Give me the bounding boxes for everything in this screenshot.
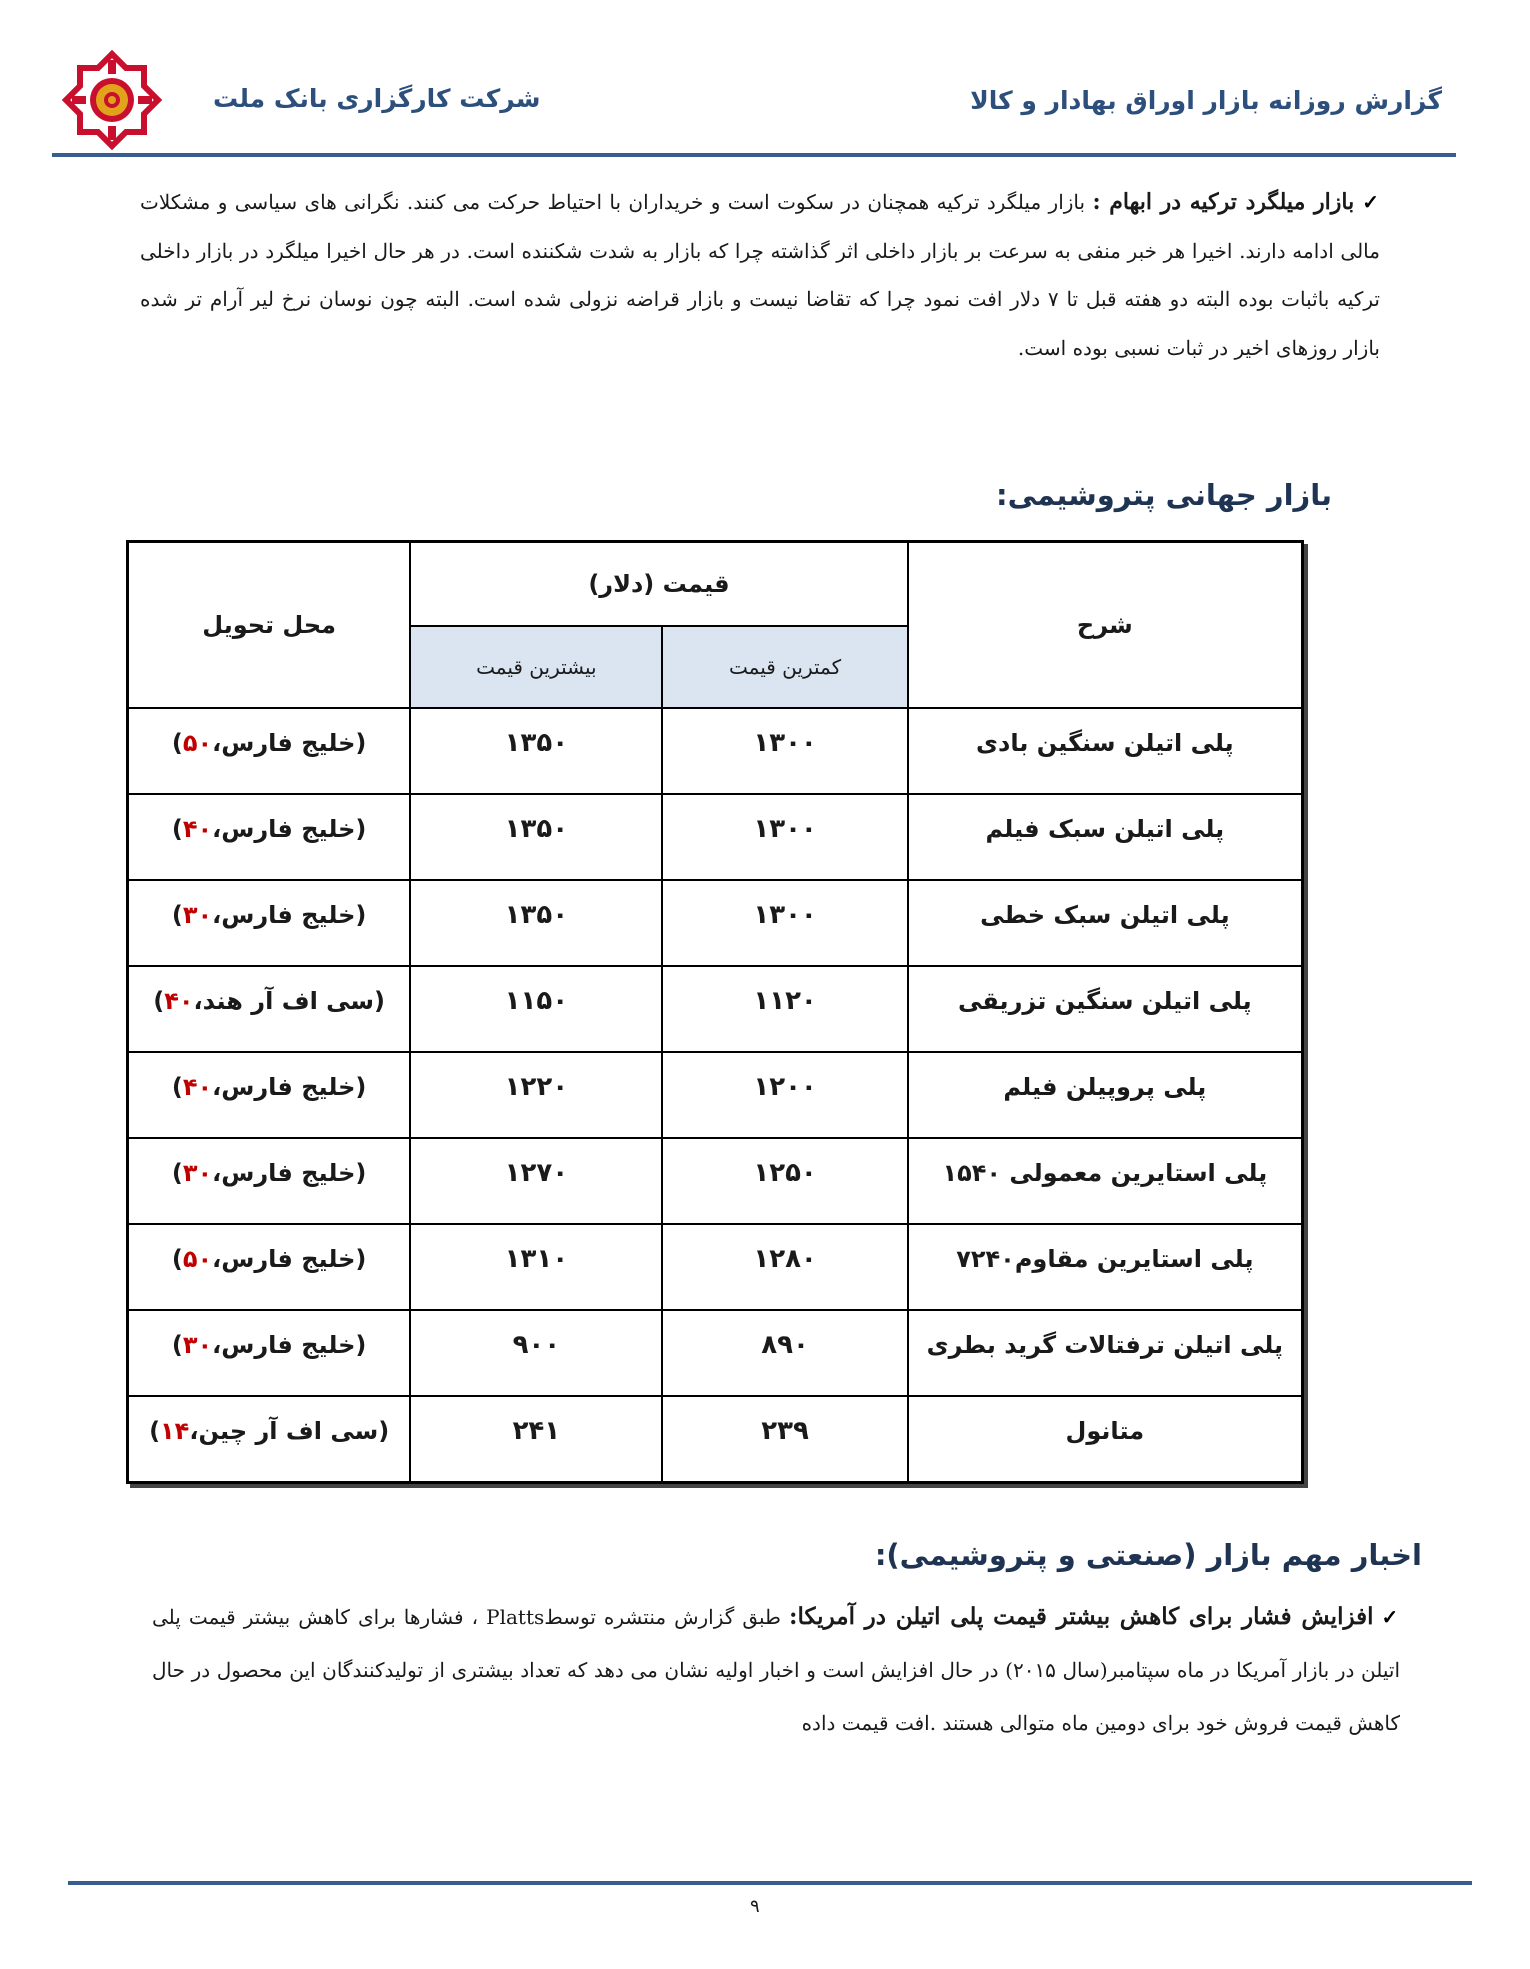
min-price: ۱۳۰۰	[662, 794, 907, 880]
product-name: پلی پروپیلن فیلم	[908, 1052, 1303, 1138]
footer-divider	[68, 1881, 1472, 1885]
table-row	[128, 880, 1303, 966]
petrochemical-price-table	[126, 540, 1304, 1484]
location-text: (سی اف آر هند،	[193, 987, 385, 1015]
table-row	[128, 1138, 1303, 1224]
delivery-location	[128, 1052, 411, 1138]
delivery-location	[128, 1138, 411, 1224]
product-name: پلی اتیلن سنگین تزریقی	[908, 966, 1303, 1052]
turkey-rebar-paragraph	[140, 178, 1380, 372]
delivery-location	[128, 1224, 411, 1310]
delivery-location	[128, 1396, 411, 1482]
max-price: ۹۰۰	[410, 1310, 662, 1396]
location-number: ۱۴	[160, 1416, 190, 1445]
location-text: (خلیج فارس،	[212, 1159, 367, 1187]
table-row	[128, 794, 1303, 880]
min-price: ۱۱۲۰	[662, 966, 907, 1052]
product-name: متانول	[908, 1396, 1303, 1482]
delivery-location	[128, 966, 411, 1052]
min-price: ۱۳۰۰	[662, 880, 907, 966]
location-text: (خلیج فارس،	[212, 729, 367, 757]
location-text: (خلیج فارس،	[212, 1331, 367, 1359]
table-row	[128, 1310, 1303, 1396]
location-number: ۵۰	[182, 729, 213, 757]
max-price: ۱۳۵۰	[410, 880, 662, 966]
max-price: ۱۳۵۰	[410, 794, 662, 880]
table-row	[128, 1396, 1303, 1482]
paragraph-lead: افزایش فشار برای کاهش بیشتر قیمت پلی اتیلن در آمریکا:	[788, 1603, 1374, 1630]
table-row	[128, 966, 1303, 1052]
location-number: ۴۰	[164, 987, 194, 1015]
location-close: )	[171, 815, 183, 843]
paragraph-body: بازار میلگرد ترکیه همچنان در سکوت است و خریداران با احتیاط حرکت می کنند. نگرانی های سیاسی و مشکلات مالی ادامه دارند. اخیرا هر خبر منفی به سرعت بر بازار داخلی اثر گذاشته چرا که بازار به شدت شکننده است. در هر حال اخیرا میلگرد در بازار داخلی ترکیه باثبات بوده البته دو هفته قبل تا ۷ دلار افت نمود چرا که تقاضا نیست و بازار قراضه نزولی شده است. البته چون نوسان نرخ لیر آرام تر شده بازار روزهای اخیر در ثبات نسبی بوده است.	[140, 190, 1380, 360]
location-number: ۴۰	[182, 815, 213, 843]
min-price: ۱۲۸۰	[662, 1224, 907, 1310]
location-close: )	[171, 901, 183, 929]
min-price: ۲۳۹	[662, 1396, 907, 1482]
delivery-location	[128, 708, 411, 794]
location-close: )	[171, 1073, 183, 1101]
location-text: (سی اف آر چین،	[189, 1416, 390, 1445]
location-text: (خلیج فارس،	[212, 901, 367, 929]
location-number: ۳۰	[182, 1331, 213, 1359]
max-price: ۱۳۱۰	[410, 1224, 662, 1310]
paragraph-lead: بازار میلگرد ترکیه در ابهام :	[1092, 189, 1355, 215]
location-close: )	[171, 1331, 183, 1359]
product-name: پلی استایرین مقاوم۷۲۴۰	[908, 1224, 1303, 1310]
product-name: پلی اتیلن سبک فیلم	[908, 794, 1303, 880]
table-row	[128, 1052, 1303, 1138]
section-heading-petrochemical: بازار جهانی پتروشیمی:	[996, 478, 1332, 512]
paragraph-body: طبق گزارش منتشره توسطPlatts ، فشارها برای کاهش بیشتر قیمت پلی اتیلن در بازار آمریکا در ماه سپتامبر(سال ۲۰۱۵) در حال افزایش است و اخبار اولیه نشان می دهد که تعداد بیشتری از تولیدکنندگان این محصول در حال کاهش قیمت فروش خود برای دومین ماه متوالی هستند .افت قیمت داده	[152, 1605, 1400, 1735]
table-row	[128, 708, 1303, 794]
min-price: ۱۲۰۰	[662, 1052, 907, 1138]
section-heading-news: اخبار مهم بازار (صنعتی و پتروشیمی):	[874, 1538, 1422, 1572]
location-close: )	[153, 987, 165, 1015]
header-price: قیمت (دلار)	[410, 542, 907, 627]
header-location: محل تحویل	[128, 542, 411, 709]
min-price: ۸۹۰	[662, 1310, 907, 1396]
location-number: ۵۰	[182, 1245, 213, 1273]
bank-mellat-logo-icon	[62, 50, 162, 150]
location-close: )	[171, 729, 183, 757]
location-text: (خلیج فارس،	[212, 815, 367, 843]
header-divider	[52, 153, 1456, 157]
max-price: ۱۱۵۰	[410, 966, 662, 1052]
product-name: پلی اتیلن سبک خطی	[908, 880, 1303, 966]
max-price: ۱۲۲۰	[410, 1052, 662, 1138]
max-price: ۲۴۱	[410, 1396, 662, 1482]
min-price: ۱۳۰۰	[662, 708, 907, 794]
table-row	[128, 1224, 1303, 1310]
us-polyethylene-paragraph	[152, 1590, 1400, 1750]
location-text: (خلیج فارس،	[212, 1245, 367, 1273]
checkmark-icon: ✓	[1362, 190, 1380, 214]
product-name: پلی اتیلن سنگین بادی	[908, 708, 1303, 794]
header-min-price: کمترین قیمت	[662, 626, 907, 708]
location-close: )	[149, 1416, 161, 1445]
delivery-location	[128, 1310, 411, 1396]
location-number: ۳۰	[182, 901, 213, 929]
max-price: ۱۳۵۰	[410, 708, 662, 794]
max-price: ۱۲۷۰	[410, 1138, 662, 1224]
location-number: ۴۰	[182, 1073, 213, 1101]
min-price: ۱۲۵۰	[662, 1138, 907, 1224]
report-title: گزارش روزانه بازار اوراق بهادار و کالا	[970, 86, 1442, 115]
product-name: پلی استایرین معمولی ۱۵۴۰	[908, 1138, 1303, 1224]
delivery-location	[128, 880, 411, 966]
header-max-price: بیشترین قیمت	[410, 626, 662, 708]
delivery-location	[128, 794, 411, 880]
location-close: )	[171, 1159, 183, 1187]
header-desc: شرح	[908, 542, 1303, 709]
checkmark-icon: ✓	[1381, 1605, 1400, 1629]
page-number: ۹	[750, 1896, 760, 1917]
location-close: )	[171, 1245, 183, 1273]
location-number: ۳۰	[182, 1159, 213, 1187]
location-text: (خلیج فارس،	[212, 1073, 367, 1101]
product-name: پلی اتیلن ترفتالات گرید بطری	[908, 1310, 1303, 1396]
company-name: شرکت کارگزاری بانک ملت	[213, 84, 541, 113]
